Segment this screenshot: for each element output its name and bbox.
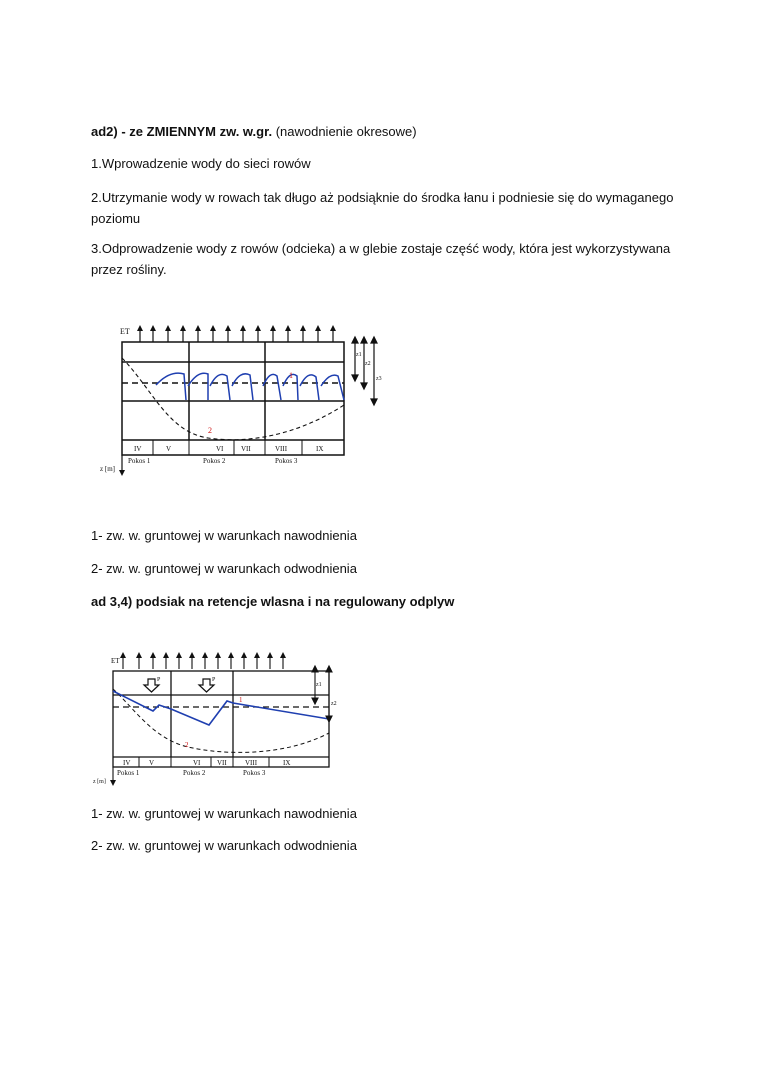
legend-1-item-2: 2- zw. w. gruntowej w warunkach odwodnienia (91, 561, 357, 576)
curve-1-label: 1 (239, 696, 243, 704)
curve-1-irrigation (113, 691, 329, 725)
section1-item-1: 1.Wprowadzenie wody do sieci rowów (91, 156, 311, 171)
z2-label: z2 (365, 361, 371, 367)
p-label: P (212, 677, 216, 683)
section1-item-3: 3.Odprowadzenie wody z rowów (odcieka) a w glebie zostaje część wody, która jest wykorzystywana przez rośliny. (91, 241, 671, 277)
z1-label: z1 (356, 352, 362, 358)
z1-label: z1 (316, 682, 322, 688)
curve-1-irrigation (156, 373, 344, 400)
curve-2-label: 2 (208, 426, 212, 435)
plot-label: Pokos 2 (203, 457, 226, 465)
axis-label: z [m] (100, 465, 115, 473)
depth-arrows (352, 337, 377, 405)
section1-heading-rest: (nawodnienie okresowe) (275, 124, 417, 139)
et-label: ET (111, 657, 120, 665)
curve-1-label: 1 (289, 371, 293, 380)
et-label: ET (120, 327, 130, 336)
legend-2-item-1: 1- zw. w. gruntowej w warunkach nawodnienia (91, 806, 357, 821)
plot-labels (128, 457, 298, 465)
plot-label: Pokos 2 (183, 769, 206, 777)
month-label: VIII (245, 759, 258, 767)
plot-label: Pokos 1 (128, 457, 151, 465)
figure-1 (98, 320, 398, 485)
month-label: IV (123, 759, 131, 767)
month-label: VII (217, 759, 227, 767)
plot-label: Pokos 3 (275, 457, 298, 465)
month-label: VIII (275, 445, 288, 453)
month-label: IX (283, 759, 291, 767)
field-box (122, 342, 344, 455)
section2-heading: ad 3,4) podsiak na retencje wlasna i na regulowany odplyw (91, 594, 455, 609)
curve-2-drainage (113, 689, 329, 752)
curve-2-drainage (122, 358, 344, 440)
section1-item-2: 2.Utrzymanie wody w rowach tak długo aż podsiąknie do środka łanu i podniesie się do wymaganego poziomu (91, 190, 674, 226)
z2-label: z2 (331, 701, 337, 707)
month-label: VII (241, 445, 251, 453)
month-label: IV (134, 445, 142, 453)
month-labels (134, 445, 323, 453)
month-label: VI (216, 445, 224, 453)
month-label: IX (316, 445, 324, 453)
curve-2-label: 2 (185, 741, 189, 749)
month-label: V (166, 445, 172, 453)
p-label: P (157, 677, 161, 683)
legend-1-item-1: 1- zw. w. gruntowej w warunkach nawodnienia (91, 528, 357, 543)
figure-2 (93, 647, 373, 787)
month-label: V (149, 759, 155, 767)
section1-heading (91, 123, 417, 140)
axis-label: z [m] (93, 779, 106, 785)
z3-label: z3 (376, 376, 382, 382)
plot-label: Pokos 1 (117, 769, 140, 777)
month-label: VI (193, 759, 201, 767)
precipitation-icon (144, 679, 214, 692)
plot-label: Pokos 3 (243, 769, 266, 777)
legend-2-item-2: 2- zw. w. gruntowej w warunkach odwodnienia (91, 838, 357, 853)
section1-heading-bold: ad2) - ze ZMIENNYM zw. w.gr. (91, 124, 273, 139)
depth-arrows (312, 666, 332, 722)
